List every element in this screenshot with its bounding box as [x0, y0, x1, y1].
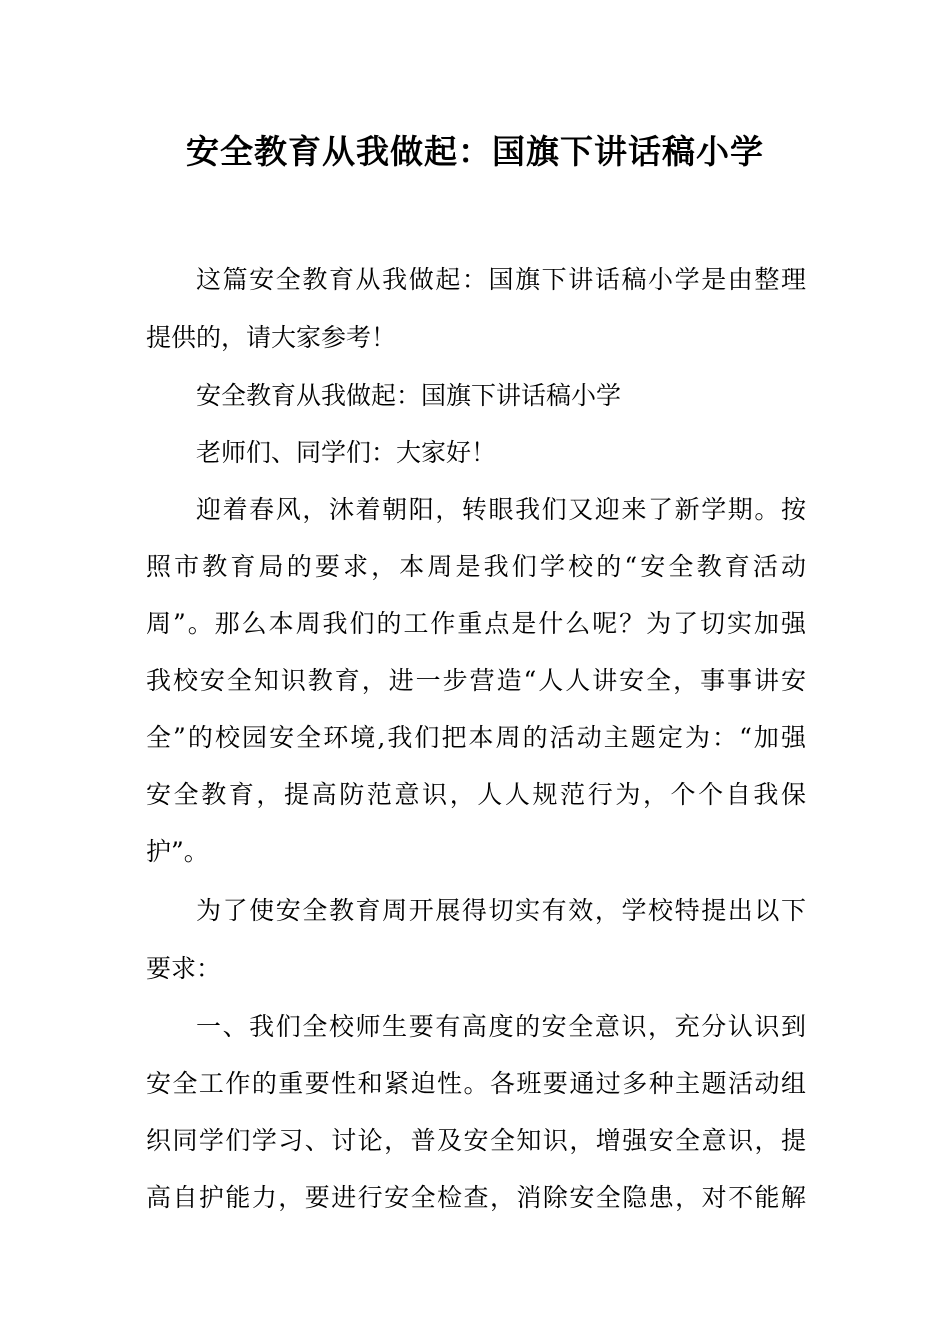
paragraph-line: 周”。那么本周我们的工作重点是什么呢？为了切实加强	[146, 609, 806, 638]
paragraph-line: 安全教育，提高防范意识，人人规范行为，个个自我保	[146, 780, 806, 809]
document-title: 安全教育从我做起：国旗下讲话稿小学	[186, 132, 764, 171]
paragraph-line: 我校安全知识教育，进一步营造“人人讲安全，事事讲安	[146, 666, 806, 695]
paragraph-line: 迎着春风，沐着朝阳，转眼我们又迎来了新学期。按	[196, 495, 806, 524]
paragraph-line: 照市教育局的要求，本周是我们学校的“安全教育活动	[146, 552, 806, 581]
paragraph-line: 提供的，请大家参考！	[146, 323, 397, 352]
paragraph-line: 这篇安全教育从我做起：国旗下讲话稿小学是由整理	[196, 265, 806, 294]
paragraph-line: 安全教育从我做起：国旗下讲话稿小学	[196, 381, 622, 410]
paragraph-line: 织同学们学习、讨论，普及安全知识，增强安全意识，提	[146, 1126, 806, 1155]
paragraph-line: 安全工作的重要性和紧迫性。各班要通过多种主题活动组	[146, 1069, 806, 1098]
paragraph-line: 一、我们全校师生要有高度的安全意识，充分认识到	[196, 1012, 806, 1041]
paragraph-line: 高自护能力，要进行安全检查，消除安全隐患，对不能解	[146, 1183, 806, 1212]
paragraph-line: 全”的校园安全环境,我们把本周的活动主题定为：“加强	[146, 723, 806, 752]
paragraph-line: 护”。	[146, 837, 209, 866]
paragraph-line: 要求：	[146, 954, 222, 983]
paragraph-line: 为了使安全教育周开展得切实有效，学校特提出以下	[196, 896, 806, 925]
paragraph-line: 老师们、同学们：大家好！	[196, 438, 497, 467]
